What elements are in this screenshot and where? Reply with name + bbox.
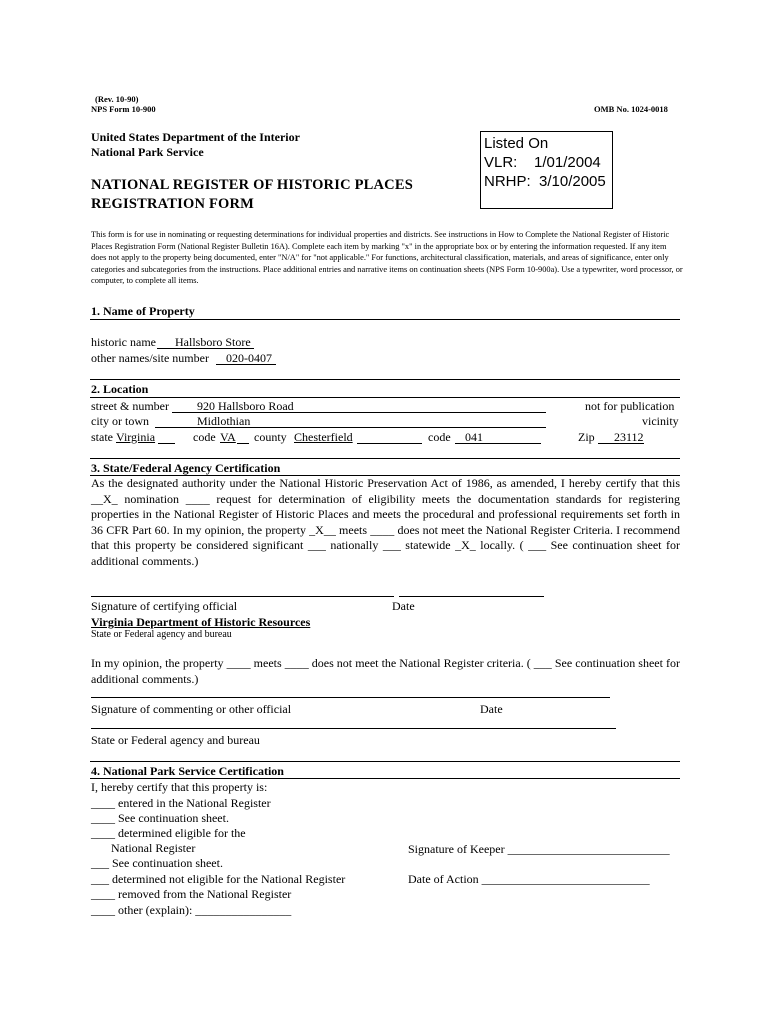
date-label: Date <box>392 599 415 613</box>
state-value[interactable]: Virginia <box>116 430 156 444</box>
nrhp-date: NRHP: 3/10/2005 <box>484 173 606 190</box>
signature-label: Signature of certifying official <box>91 599 238 613</box>
signature-line <box>91 596 394 597</box>
omb-number: OMB No. 1024-0018 <box>594 104 668 114</box>
county-label: county <box>254 430 287 444</box>
option-not-eligible[interactable]: ___ determined not eligible for the National Register <box>91 872 346 886</box>
option-other[interactable]: ____ other (explain): ________________ <box>91 903 292 917</box>
city-value[interactable]: Midlothian <box>197 414 251 428</box>
section3-heading: 3. State/Federal Agency Certification <box>91 461 281 475</box>
date-line <box>399 596 544 597</box>
date-of-action[interactable]: Date of Action ____________________________ <box>408 872 650 886</box>
option-removed[interactable]: ____ removed from the National Register <box>91 887 292 901</box>
vlr-date: VLR: 1/01/2004 <box>484 154 601 171</box>
historic-name-label: historic name <box>91 335 156 349</box>
section4-top-rule <box>90 761 680 762</box>
comment-date-label: Date <box>480 702 503 716</box>
street-value[interactable]: 920 Hallsboro Road <box>197 399 294 413</box>
state-code-value[interactable]: VA <box>220 430 236 444</box>
state-code-label: code <box>193 430 216 444</box>
historic-name-value[interactable]: Hallsboro Store <box>175 335 251 349</box>
comment-agency-label: State or Federal agency and bureau <box>91 733 260 747</box>
state-label: state <box>91 430 113 444</box>
county-underline-tail <box>357 443 422 444</box>
listed-on-label: Listed On <box>484 135 549 152</box>
keeper-signature[interactable]: Signature of Keeper ___________________________ <box>408 842 670 856</box>
zip-value[interactable]: 23112 <box>614 430 644 444</box>
street-label: street & number <box>91 399 169 413</box>
section2-rule <box>90 397 680 398</box>
opinion-paragraph: In my opinion, the property ____ meets ____ does not meet the National Register criteria. ( ___ See continuation sheet for additional comments.) <box>91 656 680 686</box>
form-title-line2: REGISTRATION FORM <box>91 196 255 212</box>
section3-top-rule <box>90 458 680 459</box>
county-value[interactable]: Chesterfield <box>294 430 353 444</box>
department-name: United States Department of the Interior <box>91 130 300 144</box>
option-determined-eligible-cont: National Register <box>111 841 196 855</box>
section1-heading: 1. Name of Property <box>91 304 195 318</box>
form-number: NPS Form 10-900 <box>91 104 156 114</box>
vicinity-label: vicinity <box>642 414 679 428</box>
comment-agency-line <box>91 728 616 729</box>
county-code-value[interactable]: 041 <box>465 430 483 444</box>
instructions-paragraph: This form is for use in nominating or requesting determinations for individual properties and districts. See instructions in How to Complete the National Register of Historic Places Registration Form (National Register Bulletin 16A). Complete each item by marking "x" in the appropriate box or by entering the information requested. If any item does not apply to the property being documented, enter "N/A" for "not applicable." For functions, architectural classification, materials, and areas of significance, enter only categories and subcategories from the instructions. Place additional entries and narrative items on continuation sheets (NPS Form 10-900a). Use a typewriter, word processor, or computer, to complete all items. <box>91 230 683 286</box>
city-label: city or town <box>91 414 149 428</box>
county-code-label: code <box>428 430 451 444</box>
service-name: National Park Service <box>91 145 204 159</box>
section2-top-rule <box>90 379 680 380</box>
other-names-value[interactable]: 020-0407 <box>226 351 272 365</box>
agency-label: State or Federal agency and bureau <box>91 629 232 640</box>
listed-on-box <box>480 131 613 209</box>
not-for-publication-label: not for publication <box>585 399 675 413</box>
form-revision: (Rev. 10-90) <box>95 94 139 104</box>
state-code-underline-tail <box>237 443 249 444</box>
agency-value[interactable]: Virginia Department of Historic Resources <box>91 615 311 629</box>
option-see-continuation-1[interactable]: ____ See continuation sheet. <box>91 811 229 825</box>
zip-label: Zip <box>578 430 595 444</box>
option-determined-eligible[interactable]: ____ determined eligible for the <box>91 826 246 840</box>
section4-heading: 4. National Park Service Certification <box>91 764 284 778</box>
certification-paragraph: As the designated authority under the National Historic Preservation Act of 1986, as amended, I hereby certify that this __X_ nomination ____ request for determination of eligibility meets the documentation standards for registering properties in the National Register of Historic Places and meets the procedural and professional requirements set forth in 36 CFR Part 60. In my opinion, the property _X__ meets ____ does not meet the National Register Criteria. I recommend that this property be considered significant ___ nationally ___ statewide _X_ locally. ( ___ See continuation sheet for additional comments.) <box>91 476 680 568</box>
other-names-label: other names/site number <box>91 351 209 365</box>
comment-signature-line <box>91 697 610 698</box>
option-see-continuation-2[interactable]: ___ See continuation sheet. <box>91 856 223 870</box>
section1-rule <box>90 319 680 320</box>
option-entered[interactable]: ____ entered in the National Register <box>91 796 271 810</box>
comment-signature-label: Signature of commenting or other official <box>91 702 292 716</box>
state-underline-tail <box>158 443 175 444</box>
form-title-line1: NATIONAL REGISTER OF HISTORIC PLACES <box>91 177 413 193</box>
section2-heading: 2. Location <box>91 382 149 396</box>
nps-cert-intro: I, hereby certify that this property is: <box>91 780 268 794</box>
section4-rule <box>90 778 680 779</box>
